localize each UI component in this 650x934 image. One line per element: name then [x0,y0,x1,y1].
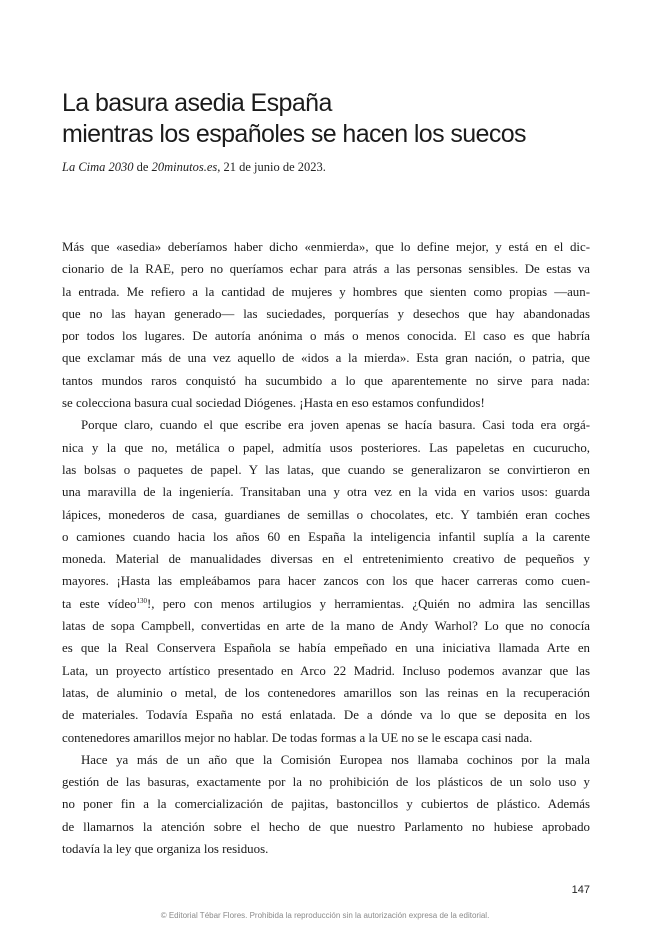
body-line-footnote [62,593,590,615]
title-line-1: La basura asedia España [62,89,332,117]
footnote-text-before: ta este vídeo [62,596,137,611]
body-line: Más que «asedia» deberíamos haber dicho «enmierda», que lo define mejor, y está en el dic- [62,240,590,254]
footnote-marker[interactable]: 130 [136,596,147,605]
body-line: latas de sopa Campbell, convertidas en arte de la mano de Andy Warhol? Lo que no conocía [62,619,590,634]
body-line: que exclamar más de una vez aquello de «idos a la mierda». Esta gran nación, o patria, que [62,351,590,366]
body-line: moneda. Material de manualidades diversas en el entretenimiento creativo de pequeños y [62,552,590,567]
body-line: nica y la que no, metálica o papel, admitía usos posteriores. Las papeletas en cucurucho, [62,440,590,455]
source-site: 20minutos.es [151,160,218,174]
body-line: se colecciona basura cual sociedad Diógenes. ¡Hasta en eso estamos confundidos! [62,396,485,411]
body-line: mayores. ¡Hasta las empleábamos para hacer zancos con los que hacer carreras como cuen- [62,574,590,589]
citation-connector: de [133,160,152,174]
footnote-text-after: !, pero con menos artilugios y herramientas. ¿Quién no admira las sencillas [147,596,590,611]
publication-name: La Cima 2030 [62,160,134,174]
body-line: o camiones cuando hacia los años 60 en España la inteligencia infantil suplía a la carente [62,529,590,544]
body-line: Lata, un proyecto artístico presentado en Arco 22 Madrid. Incluso podemos avanzar que las [62,663,590,678]
body-line: de materiales. Todavía España no está enlatada. De a dónde va lo que se deposita en los [62,708,590,723]
body-line: Hace ya más de un año que la Comisión Europea nos llamaba cochinos por la mala [81,752,590,767]
page-title [62,88,622,150]
body-line: que no las hayan generado— las suciedades, porquerías y desechos que hay abandonadas [62,306,590,321]
title-line-2: mientras los españoles se hacen los suecos [62,120,526,148]
body-line: no poner fin a la comercialización de pajitas, bastoncillos y cubiertos de plástico. Además [62,797,590,812]
body-line: Porque claro, cuando el que escribe era joven apenas se hacía basura. Casi toda era orgá- [81,418,590,433]
body-line: cionario de la RAE, pero no queríamos echar para atrás a las personas sensibles. De estas va [62,262,590,277]
citation-date: , 21 de junio de 2023. [217,160,326,174]
article-body [62,236,590,860]
body-line: gestión de las basuras, exactamente por la no prohibición de los plásticos de un solo uso y [62,775,590,790]
source-citation [62,159,326,176]
copyright-footer: © Editorial Tébar Flores. Prohibida la reproducción sin la autorización expresa de la editorial. [160,911,490,920]
body-line: es que la Real Conservera Española se había empeñado en una iniciativa llamada Arte en [62,641,590,656]
body-line: lápices, monederos de casa, guardianes de semillas o chocolates, etc. Y también eran coches [62,507,590,522]
body-line: contenedores amarillos mejor no hablar. De todas formas a la UE no se le escapa casi nada. [62,730,533,745]
body-line: latas, de aluminio o metal, de los contenedores amarillos son las reinas en la recuperación [62,685,590,700]
body-line: una maravilla de la ingeniería. Transitaban una y otra vez en la vida en varios usos: guarda [62,485,590,500]
body-line: la entrada. Me refiero a la cantidad de mujeres y hombres que sienten como propias —aun- [62,284,590,299]
body-line: por todos los lugares. De autoría anónima o más o menos conocida. El caso es que habría [62,329,590,344]
page-number: 147 [571,884,590,896]
body-line: de llamarnos la atención sobre el hecho de que nuestro Parlamento no hubiese aprobado [62,819,590,834]
body-line: las bolsas o paquetes de papel. Y las latas, que cuando se generalizaron se convirtieron en [62,462,590,477]
body-line: todavía la ley que organiza los residuos. [62,842,269,857]
body-line: tantos mundos raros conquistó ha sucumbido a lo que aparentemente no sirve para nada: [62,373,590,388]
